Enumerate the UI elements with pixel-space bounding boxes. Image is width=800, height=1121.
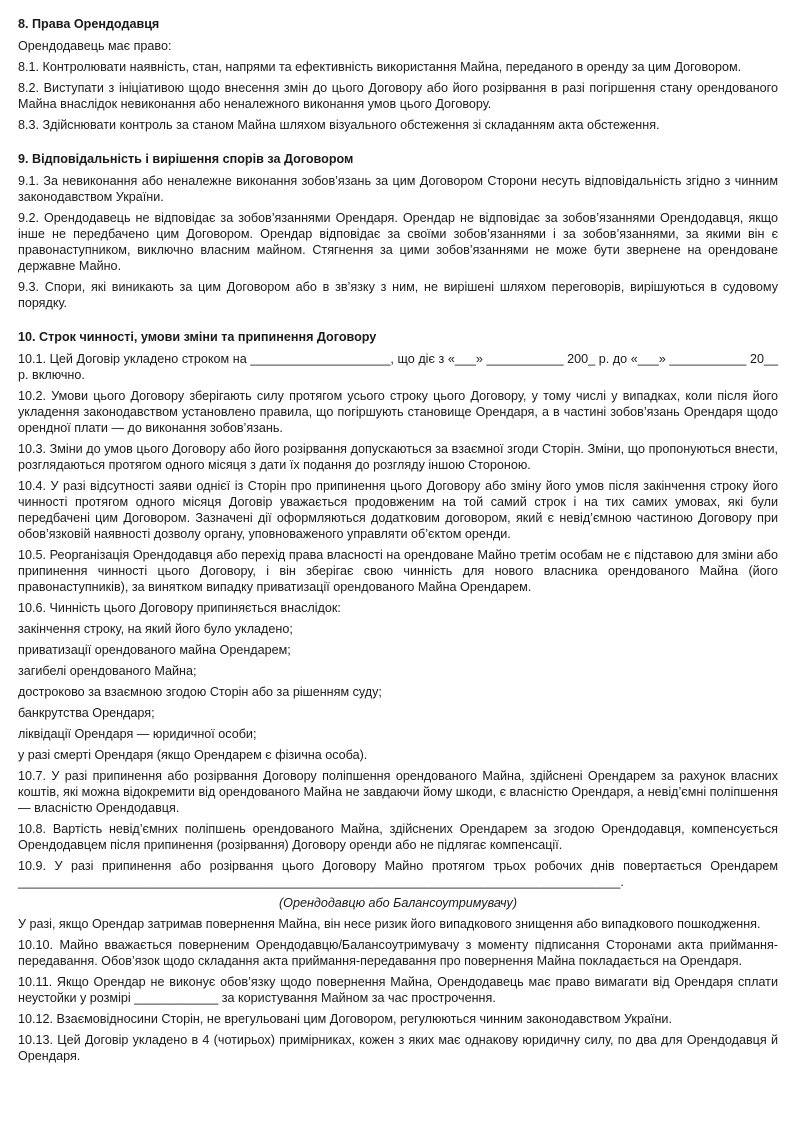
paragraph: 8.2. Виступати з ініціативою щодо внесення змін до цього Договору або його розірвання в разі погіршення стану орендованого Майна внаслідок невиконання або неналежного виконання умов цього Договору. [18, 81, 778, 111]
paragraph: 10.2. Умови цього Договору зберігають силу протягом усього строку цього Договору, у тому числі у випадках, коли після його укладення законодавством установлено правила, що погіршують становище Орендаря, а в частині зобов’язань Орендаря щодо орендної плати — до виконання зобов’язань. [18, 389, 778, 435]
paragraph: 10.7. У разі припинення або розірвання Договору поліпшення орендованого Майна, здійснені Орендарем за рахунок власних коштів, які можна відокремити від орендованого Майна не завдаючи йому шкоди, є власністю Орендаря, а невід’ємні поліпшення — власністю Орендодавця. [18, 769, 778, 815]
paragraph: 9.2. Орендодавець не відповідає за зобов’язаннями Орендаря. Орендар не відповідає за зобов’язаннями Орендодавця, якщо інше не передбачено цим Договором. Орендар відповідає за своїми зобов’язаннями і за зобов’язаннями, за якими він є правонаступником, виключно власним майном. Стягнення за цими зобов’язаннями не може бути звернене на орендоване державне Майно. [18, 211, 778, 273]
section-heading: 8. Права Орендодавця [18, 17, 160, 31]
list-item: загибелі орендованого Майна; [18, 664, 197, 678]
paragraph: 10.10. Майно вважається поверненим Орендодавцю/Балансоутримувачу з моменту підписання Сторонами акта приймання-передавання. Обов’язок щодо складання акта приймання-передавання про повернення Майна покладається на Орендаря. [18, 938, 778, 968]
paragraph: 10.11. Якщо Орендар не виконує обов’язку щодо повернення Майна, Орендодавець має право вимагати від Орендаря сплати неустойки у розмірі ____________ за користування Майном за час прострочення. [18, 975, 778, 1005]
paragraph: 10.9. У разі припинення або розірвання цього Договору Майно протягом трьох робочих днів повертається Орендарем ______________________________________________________________________________________. [18, 859, 778, 889]
list-item: приватизації орендованого майна Орендарем; [18, 643, 291, 657]
paragraph: 10.4. У разі відсутності заяви однієї із Сторін про припинення цього Договору або зміну його умов після закінчення строку його чинності протягом одного місяця Договір уважається продовженим на той самий строк і на тих самих умовах, які були передбачені цим Договором. Зазначені дії оформляються додатковим договором, який є невід’ємною частиною Договору при обов’язковій наявності дозволу органу, уповноваженого управляти об’єктом оренди. [18, 479, 778, 541]
section-heading: 9. Відповідальність і вирішення спорів за Договором [18, 152, 354, 166]
paragraph: 10.6. Чинність цього Договору припиняється внаслідок: [18, 601, 341, 615]
section-heading: 10. Строк чинності, умови зміни та припинення Договору [18, 330, 377, 344]
list-item: у разі смерті Орендаря (якщо Орендарем є фізична особа). [18, 748, 368, 762]
paragraph: 10.3. Зміни до умов цього Договору або його розірвання допускаються за взаємної згоди Сторін. Зміни, що пропонуються внести, розглядаються протягом одного місяця з дати їх подання до розгляду іншою Стороною. [18, 442, 778, 472]
paragraph: 10.13. Цей Договір укладено в 4 (чотирьох) примірниках, кожен з яких має однакову юридичну силу, по два для Орендодавця й Орендаря. [18, 1033, 778, 1063]
paragraph: 8.1. Контролювати наявність, стан, напрями та ефективність використання Майна, переданого в оренду за цим Договором. [18, 60, 742, 74]
list-item: достроково за взаємною згодою Сторін або за рішенням суду; [18, 685, 382, 699]
paragraph: У разі, якщо Орендар затримав повернення Майна, він несе ризик його випадкового знищення або випадкового пошкодження. [18, 917, 761, 931]
paragraph: 10.8. Вартість невід’ємних поліпшень орендованого Майна, здійснених Орендарем за згодою Орендодавця, компенсується Орендодавцем після припинення (розірвання) Договору оренди або не підлягає компенсації. [18, 822, 778, 852]
section-9-liability [18, 151, 778, 311]
section-8-lessor-rights [18, 16, 778, 133]
paragraph: Орендодавець має право: [18, 39, 172, 53]
paragraph: 9.3. Спори, які виникають за цим Договором або в зв’язку з ним, не вирішені шляхом переговорів, вирішуються в судовому порядку. [18, 280, 778, 310]
paragraph: 10.12. Взаємовідносини Сторін, не врегульовані цим Договором, регулюються чинним законодавством України. [18, 1012, 672, 1026]
blank-caption: (Орендодавцю або Балансоутримувачу) [278, 896, 518, 910]
paragraph: 9.1. За невиконання або неналежне виконання зобов’язань за цим Договором Сторони несуть відповідальність згідно з чинним законодавством України. [18, 174, 778, 204]
list-item: закінчення строку, на який його було укладено; [18, 622, 293, 636]
paragraph: 8.3. Здійснювати контроль за станом Майна шляхом візуального обстеження зі складанням акта обстеження. [18, 118, 660, 132]
paragraph: 10.5. Реорганізація Орендодавця або перехід права власності на орендоване Майно третім особам не є підставою для зміни або припинення чинності цього Договору, і він зберігає свою чинність для нового власника орендованого Майна (його правонаступників), за винятком випадку приватизації орендованого Майна Орендарем. [18, 548, 778, 594]
list-item: банкрутства Орендаря; [18, 706, 155, 720]
paragraph: 10.1. Цей Договір укладено строком на ____________________, що діє з «___» ___________ 200_ р. до «___» ___________ 20__ р. включно. [18, 352, 778, 382]
list-item: ліквідації Орендаря — юридичної особи; [18, 727, 257, 741]
section-10-term [18, 329, 778, 1064]
